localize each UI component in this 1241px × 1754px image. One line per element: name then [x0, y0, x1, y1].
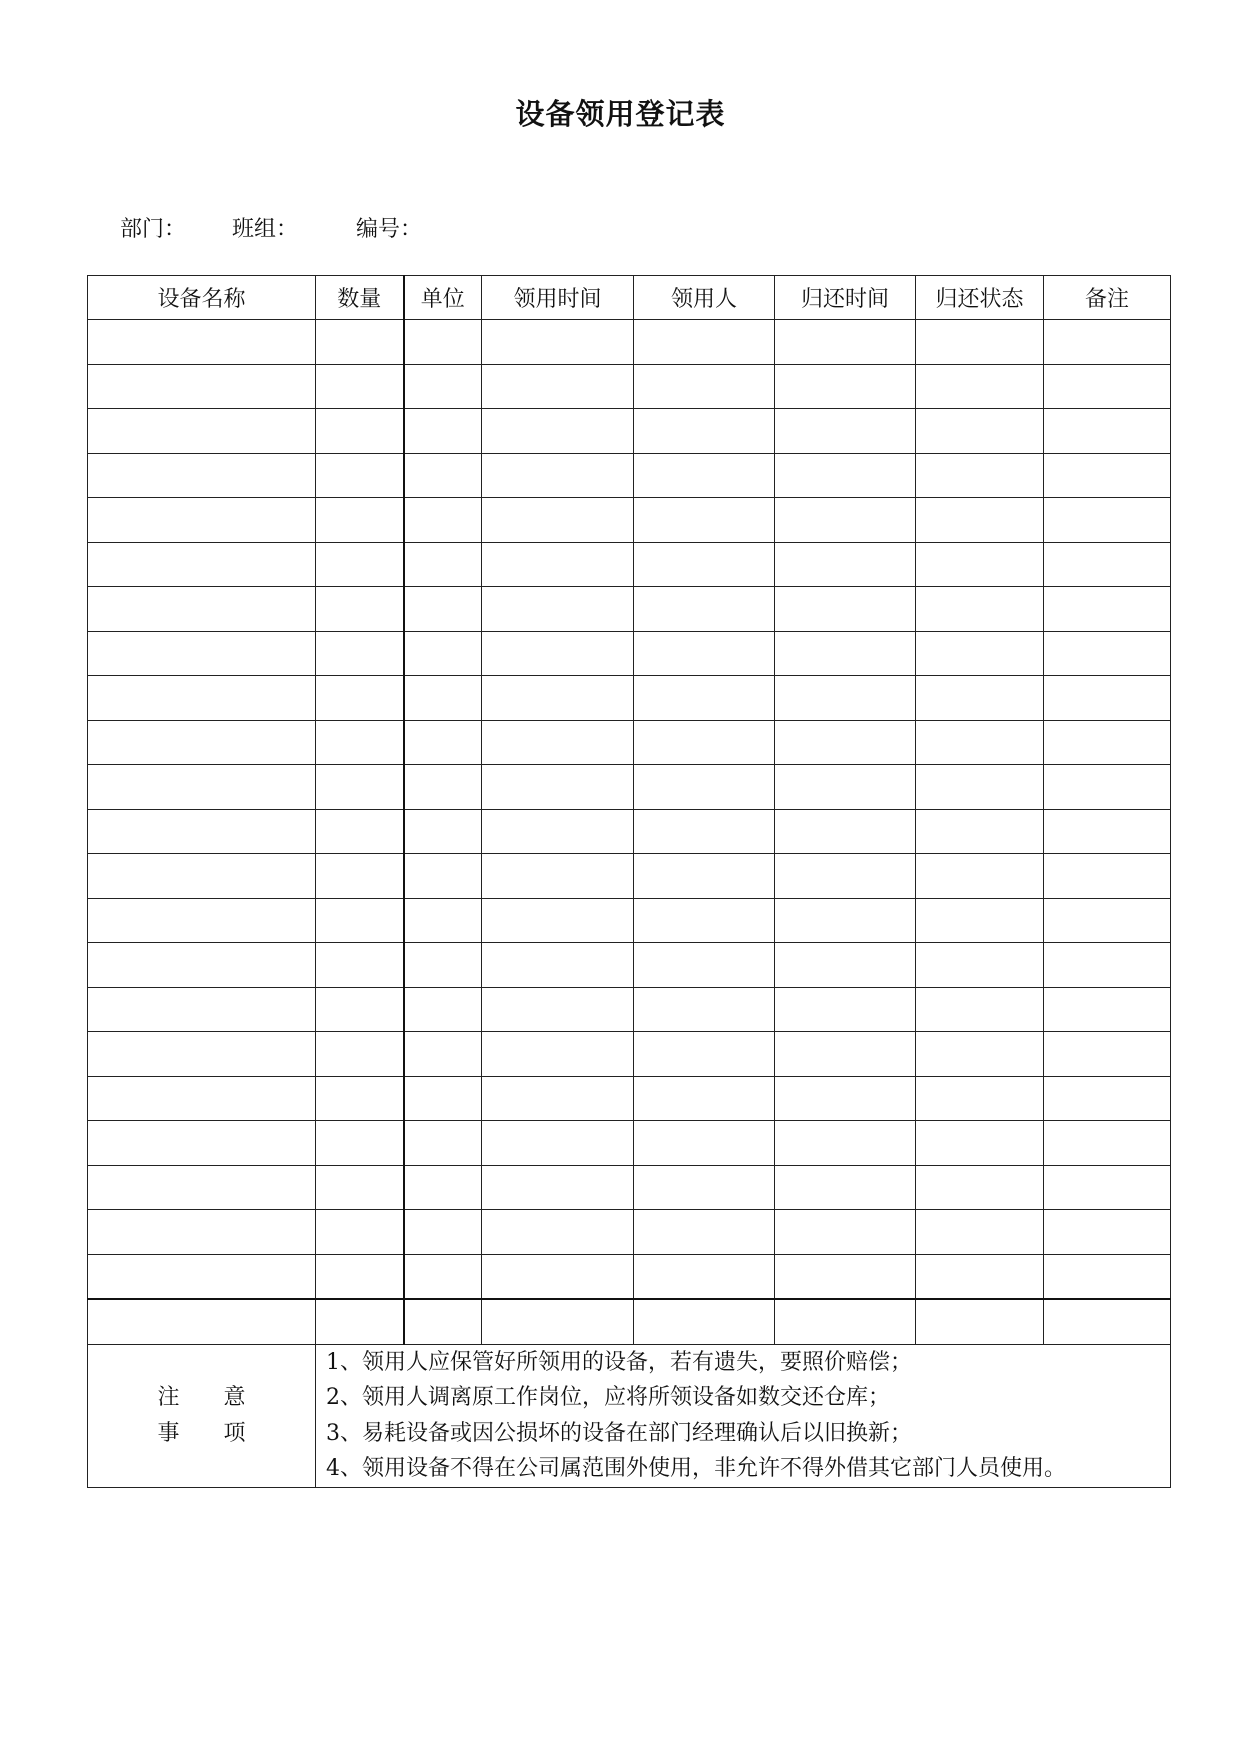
cell-remarks[interactable]: [1044, 1210, 1171, 1255]
cell-return-time[interactable]: [775, 1032, 916, 1077]
cell-remarks[interactable]: [1044, 676, 1171, 721]
cell-return-time[interactable]: [775, 1076, 916, 1121]
cell-return-status[interactable]: [916, 765, 1044, 810]
cell-borrow-time[interactable]: [482, 320, 634, 365]
table-row: [88, 1254, 1171, 1299]
cell-remarks[interactable]: [1044, 943, 1171, 988]
cell-remarks[interactable]: [1044, 854, 1171, 899]
cell-remarks[interactable]: [1044, 1165, 1171, 1210]
cell-return-time[interactable]: [775, 1121, 916, 1166]
cell-return-time[interactable]: [775, 409, 916, 454]
page-title: 设备领用登记表: [515, 97, 726, 131]
table-row: [88, 676, 1171, 721]
cell-return-time[interactable]: [775, 587, 916, 632]
cell-return-status[interactable]: [916, 987, 1044, 1032]
cell-quantity[interactable]: [316, 364, 404, 409]
cell-quantity[interactable]: [316, 987, 404, 1032]
cell-return-time[interactable]: [775, 854, 916, 899]
cell-remarks[interactable]: [1044, 1254, 1171, 1299]
notes-body: [316, 1344, 1171, 1487]
cell-unit[interactable]: [404, 1254, 482, 1299]
note-item: 4、领用设备不得在公司属范围外使用，非允许不得外借其它部门人员使用。: [326, 1456, 1066, 1481]
cell-borrow-time[interactable]: [482, 1165, 634, 1210]
header-equipment-name: 设备名称: [88, 276, 316, 320]
cell-equipment-name[interactable]: [88, 987, 316, 1032]
cell-return-time[interactable]: [775, 676, 916, 721]
cell-return-status[interactable]: [916, 1299, 1044, 1344]
cell-equipment-name[interactable]: [88, 1210, 316, 1255]
cell-borrow-time[interactable]: [482, 1254, 634, 1299]
cell-borrower[interactable]: [634, 1076, 775, 1121]
cell-borrower[interactable]: [634, 631, 775, 676]
cell-equipment-name[interactable]: [88, 320, 316, 365]
cell-quantity[interactable]: [316, 1121, 404, 1166]
cell-borrow-time[interactable]: [482, 1121, 634, 1166]
cell-borrower[interactable]: [634, 364, 775, 409]
cell-quantity[interactable]: [316, 854, 404, 899]
cell-quantity[interactable]: [316, 542, 404, 587]
cell-borrow-time[interactable]: [482, 1299, 634, 1344]
header-return-time: 归还时间: [775, 276, 916, 320]
table-row: [88, 631, 1171, 676]
cell-return-time[interactable]: [775, 943, 916, 988]
cell-borrower[interactable]: [634, 320, 775, 365]
cell-return-status[interactable]: [916, 1210, 1044, 1255]
cell-borrower[interactable]: [634, 453, 775, 498]
cell-quantity[interactable]: [316, 898, 404, 943]
cell-borrower[interactable]: [634, 943, 775, 988]
cell-quantity[interactable]: [316, 809, 404, 854]
cell-return-status[interactable]: [916, 720, 1044, 765]
cell-equipment-name[interactable]: [88, 409, 316, 454]
header-unit: 单位: [404, 276, 482, 320]
cell-remarks[interactable]: [1044, 1032, 1171, 1077]
cell-borrow-time[interactable]: [482, 898, 634, 943]
table-row: [88, 498, 1171, 543]
cell-unit[interactable]: [404, 987, 482, 1032]
cell-return-time[interactable]: [775, 765, 916, 810]
cell-borrower[interactable]: [634, 542, 775, 587]
cell-return-status[interactable]: [916, 542, 1044, 587]
cell-return-status[interactable]: [916, 364, 1044, 409]
cell-remarks[interactable]: [1044, 720, 1171, 765]
cell-borrow-time[interactable]: [482, 809, 634, 854]
cell-return-time[interactable]: [775, 364, 916, 409]
cell-remarks[interactable]: [1044, 542, 1171, 587]
cell-equipment-name[interactable]: [88, 364, 316, 409]
cell-borrower[interactable]: [634, 1299, 775, 1344]
cell-unit[interactable]: [404, 943, 482, 988]
cell-borrower[interactable]: [634, 1210, 775, 1255]
cell-equipment-name[interactable]: [88, 898, 316, 943]
cell-equipment-name[interactable]: [88, 1121, 316, 1166]
cell-quantity[interactable]: [316, 409, 404, 454]
cell-borrower[interactable]: [634, 676, 775, 721]
cell-borrower[interactable]: [634, 587, 775, 632]
cell-equipment-name[interactable]: [88, 498, 316, 543]
cell-equipment-name[interactable]: [88, 854, 316, 899]
cell-borrow-time[interactable]: [482, 409, 634, 454]
cell-unit[interactable]: [404, 364, 482, 409]
cell-return-time[interactable]: [775, 542, 916, 587]
cell-equipment-name[interactable]: [88, 676, 316, 721]
cell-unit[interactable]: [404, 1032, 482, 1077]
cell-unit[interactable]: [404, 631, 482, 676]
cell-borrow-time[interactable]: [482, 1210, 634, 1255]
table-row: [88, 809, 1171, 854]
cell-return-status[interactable]: [916, 587, 1044, 632]
cell-remarks[interactable]: [1044, 631, 1171, 676]
cell-return-status[interactable]: [916, 1165, 1044, 1210]
equipment-register-table: [87, 275, 1171, 1488]
cell-borrower[interactable]: [634, 409, 775, 454]
cell-borrower[interactable]: [634, 987, 775, 1032]
cell-borrow-time[interactable]: [482, 1032, 634, 1077]
cell-equipment-name[interactable]: [88, 1032, 316, 1077]
table-row: [88, 898, 1171, 943]
cell-borrow-time[interactable]: [482, 364, 634, 409]
cell-unit[interactable]: [404, 409, 482, 454]
cell-borrower[interactable]: [634, 898, 775, 943]
table-row: [88, 1121, 1171, 1166]
cell-return-time[interactable]: [775, 631, 916, 676]
cell-remarks[interactable]: [1044, 809, 1171, 854]
cell-return-status[interactable]: [916, 1032, 1044, 1077]
cell-equipment-name[interactable]: [88, 1254, 316, 1299]
cell-return-status[interactable]: [916, 943, 1044, 988]
cell-borrower[interactable]: [634, 1254, 775, 1299]
cell-borrow-time[interactable]: [482, 498, 634, 543]
cell-quantity[interactable]: [316, 320, 404, 365]
cell-remarks[interactable]: [1044, 587, 1171, 632]
note-item: 3、易耗设备或因公损坏的设备在部门经理确认后以旧换新；: [326, 1420, 912, 1446]
cell-quantity[interactable]: [316, 943, 404, 988]
cell-return-status[interactable]: [916, 676, 1044, 721]
cell-borrow-time[interactable]: [482, 943, 634, 988]
header-borrower: 领用人: [634, 276, 775, 320]
notes-row: [88, 1344, 1171, 1487]
table-row: [88, 1032, 1171, 1077]
cell-return-status[interactable]: [916, 1121, 1044, 1166]
cell-borrower[interactable]: [634, 498, 775, 543]
cell-borrower[interactable]: [634, 854, 775, 899]
cell-equipment-name[interactable]: [88, 943, 316, 988]
table-row: [88, 1299, 1171, 1344]
cell-remarks[interactable]: [1044, 498, 1171, 543]
cell-return-time[interactable]: [775, 1210, 916, 1255]
cell-unit[interactable]: [404, 587, 482, 632]
note-item: 1、领用人应保管好所领用的设备，若有遗失，要照价赔偿；: [326, 1349, 912, 1375]
table-row: [88, 943, 1171, 988]
table-row: [88, 1076, 1171, 1121]
cell-return-status[interactable]: [916, 631, 1044, 676]
header-remarks: 备注: [1044, 276, 1171, 320]
header-return-status: 归还状态: [916, 276, 1044, 320]
notes-label: [88, 1344, 316, 1487]
cell-remarks[interactable]: [1044, 364, 1171, 409]
cell-return-status[interactable]: [916, 320, 1044, 365]
cell-borrow-time[interactable]: [482, 987, 634, 1032]
table-row: [88, 1165, 1171, 1210]
cell-remarks[interactable]: [1044, 898, 1171, 943]
table-row: [88, 409, 1171, 454]
cell-unit[interactable]: [404, 1210, 482, 1255]
cell-equipment-name[interactable]: [88, 1076, 316, 1121]
cell-return-time[interactable]: [775, 1299, 916, 1344]
table-row: [88, 1210, 1171, 1255]
cell-return-status[interactable]: [916, 854, 1044, 899]
cell-remarks[interactable]: [1044, 320, 1171, 365]
cell-equipment-name[interactable]: [88, 1299, 316, 1344]
cell-borrow-time[interactable]: [482, 542, 634, 587]
cell-borrow-time[interactable]: [482, 676, 634, 721]
cell-remarks[interactable]: [1044, 987, 1171, 1032]
cell-unit[interactable]: [404, 854, 482, 899]
cell-return-time[interactable]: [775, 1254, 916, 1299]
notes-label-line1: 注 意: [157, 1384, 246, 1410]
table-row: [88, 720, 1171, 765]
table-header-row: [88, 276, 1171, 320]
cell-borrow-time[interactable]: [482, 720, 634, 765]
notes-label-line2: 事 项: [157, 1420, 246, 1446]
cell-return-status[interactable]: [916, 898, 1044, 943]
cell-unit[interactable]: [404, 1165, 482, 1210]
cell-return-time[interactable]: [775, 498, 916, 543]
cell-borrower[interactable]: [634, 1165, 775, 1210]
table-row: [88, 987, 1171, 1032]
cell-borrow-time[interactable]: [482, 631, 634, 676]
cell-equipment-name[interactable]: [88, 453, 316, 498]
cell-borrow-time[interactable]: [482, 1076, 634, 1121]
table-row: [88, 587, 1171, 632]
cell-borrower[interactable]: [634, 1032, 775, 1077]
cell-remarks[interactable]: [1044, 409, 1171, 454]
cell-quantity[interactable]: [316, 587, 404, 632]
header-quantity: 数量: [316, 276, 404, 320]
cell-remarks[interactable]: [1044, 1121, 1171, 1166]
cell-return-time[interactable]: [775, 320, 916, 365]
cell-quantity[interactable]: [316, 453, 404, 498]
cell-borrow-time[interactable]: [482, 453, 634, 498]
cell-return-time[interactable]: [775, 809, 916, 854]
cell-return-status[interactable]: [916, 409, 1044, 454]
cell-quantity[interactable]: [316, 1076, 404, 1121]
table-row: [88, 453, 1171, 498]
cell-unit[interactable]: [404, 1299, 482, 1344]
cell-return-time[interactable]: [775, 898, 916, 943]
cell-unit[interactable]: [404, 542, 482, 587]
cell-borrower[interactable]: [634, 809, 775, 854]
cell-return-time[interactable]: [775, 453, 916, 498]
table-row: [88, 765, 1171, 810]
cell-quantity[interactable]: [316, 765, 404, 810]
department-label: 部门：: [120, 217, 187, 242]
cell-return-status[interactable]: [916, 498, 1044, 543]
cell-return-status[interactable]: [916, 809, 1044, 854]
cell-remarks[interactable]: [1044, 453, 1171, 498]
cell-unit[interactable]: [404, 1076, 482, 1121]
team-label: 班组：: [232, 217, 299, 242]
cell-borrow-time[interactable]: [482, 854, 634, 899]
cell-quantity[interactable]: [316, 676, 404, 721]
cell-quantity[interactable]: [316, 1032, 404, 1077]
table-row: [88, 542, 1171, 587]
cell-equipment-name[interactable]: [88, 542, 316, 587]
cell-unit[interactable]: [404, 453, 482, 498]
cell-quantity[interactable]: [316, 498, 404, 543]
cell-return-time[interactable]: [775, 987, 916, 1032]
cell-equipment-name[interactable]: [88, 631, 316, 676]
cell-remarks[interactable]: [1044, 765, 1171, 810]
cell-borrower[interactable]: [634, 720, 775, 765]
cell-return-time[interactable]: [775, 1165, 916, 1210]
cell-unit[interactable]: [404, 720, 482, 765]
header-borrow-time: 领用时间: [482, 276, 634, 320]
cell-borrower[interactable]: [634, 1121, 775, 1166]
cell-equipment-name[interactable]: [88, 765, 316, 810]
cell-unit[interactable]: [404, 320, 482, 365]
cell-unit[interactable]: [404, 765, 482, 810]
cell-quantity[interactable]: [316, 1165, 404, 1210]
number-label: 编号：: [356, 217, 423, 242]
cell-quantity[interactable]: [316, 1210, 404, 1255]
cell-return-status[interactable]: [916, 1254, 1044, 1299]
cell-unit[interactable]: [404, 498, 482, 543]
cell-borrow-time[interactable]: [482, 587, 634, 632]
cell-quantity[interactable]: [316, 1299, 404, 1344]
table-row: [88, 320, 1171, 365]
cell-quantity[interactable]: [316, 1254, 404, 1299]
cell-return-status[interactable]: [916, 1076, 1044, 1121]
cell-borrow-time[interactable]: [482, 765, 634, 810]
cell-borrower[interactable]: [634, 765, 775, 810]
note-item: 2、领用人调离原工作岗位，应将所领设备如数交还仓库；: [326, 1385, 890, 1410]
cell-unit[interactable]: [404, 898, 482, 943]
cell-quantity[interactable]: [316, 631, 404, 676]
cell-unit[interactable]: [404, 676, 482, 721]
cell-quantity[interactable]: [316, 720, 404, 765]
cell-equipment-name[interactable]: [88, 587, 316, 632]
cell-return-status[interactable]: [916, 453, 1044, 498]
cell-unit[interactable]: [404, 1121, 482, 1166]
cell-remarks[interactable]: [1044, 1076, 1171, 1121]
table-row: [88, 854, 1171, 899]
cell-equipment-name[interactable]: [88, 809, 316, 854]
cell-return-time[interactable]: [775, 720, 916, 765]
table-row: [88, 364, 1171, 409]
cell-remarks[interactable]: [1044, 1299, 1171, 1344]
cell-equipment-name[interactable]: [88, 1165, 316, 1210]
cell-unit[interactable]: [404, 809, 482, 854]
cell-equipment-name[interactable]: [88, 720, 316, 765]
